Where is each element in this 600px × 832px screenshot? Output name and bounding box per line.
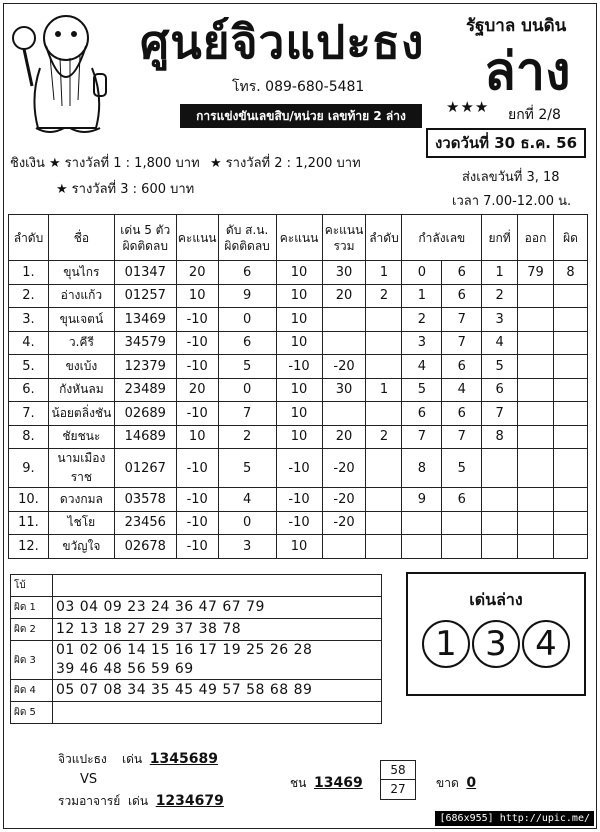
prize-2: รางวัลที่ 2 : 1,200 บาท	[225, 156, 361, 171]
team1-number: 1345689	[149, 751, 218, 767]
cell-d1: 5	[402, 378, 442, 402]
wrong-digits	[53, 702, 382, 724]
fraction-bottom: 27	[390, 782, 406, 796]
table-row	[9, 378, 588, 402]
cell-cut: 0	[218, 511, 276, 535]
cell-wrong	[553, 308, 587, 332]
lucky-number: 3	[472, 620, 520, 668]
table-row	[9, 535, 588, 559]
wrong-digits: 01 02 06 14 15 16 17 19 25 26 28 39 46 48 56 59 69	[53, 641, 382, 680]
cell-score2: 10	[276, 308, 322, 332]
cell-d2: 4	[442, 378, 482, 402]
cell-rank: 1	[366, 378, 402, 402]
cell-score: -10	[176, 402, 218, 426]
cell-name: อ่างแก้ว	[48, 284, 114, 308]
cell-score: 10	[176, 284, 218, 308]
cell-no: 8.	[9, 425, 49, 449]
cell-rank	[366, 449, 402, 488]
gov-title: รัฐบาล บนดิน	[466, 16, 567, 36]
cell-rank	[366, 511, 402, 535]
cell-d1	[402, 535, 442, 559]
table-row	[11, 619, 382, 641]
team2-line	[58, 792, 224, 811]
cell-round: 3	[482, 308, 518, 332]
cell-wrong	[553, 402, 587, 426]
col-header: ดับ ส.น. ผิดติดลบ	[218, 215, 276, 261]
col-header: ชื่อ	[48, 215, 114, 261]
cell-score: 20	[176, 378, 218, 402]
cell-score: -10	[176, 535, 218, 559]
cell-score2: -10	[276, 449, 322, 488]
cell-no: 10.	[9, 488, 49, 512]
cell-five: 01267	[114, 449, 176, 488]
cell-round	[482, 488, 518, 512]
cell-cut: 3	[218, 535, 276, 559]
cell-round: 1	[482, 261, 518, 285]
miss-label: ขาด	[436, 776, 459, 790]
cell-round	[482, 511, 518, 535]
cell-score2: 10	[276, 425, 322, 449]
col-header: ผิด	[553, 215, 587, 261]
cell-rank	[366, 535, 402, 559]
cell-out	[518, 378, 554, 402]
draw-date: งวดวันที่ 30 ธ.ค. 56	[426, 128, 586, 158]
cell-score2: 10	[276, 378, 322, 402]
cell-total	[322, 535, 366, 559]
cell-out	[518, 449, 554, 488]
cell-d2: 6	[442, 355, 482, 379]
cell-d1: 4	[402, 355, 442, 379]
col-header: ลำดับ	[366, 215, 402, 261]
cell-d2: 6	[442, 402, 482, 426]
cell-no: 1.	[9, 261, 49, 285]
cell-cut: 0	[218, 308, 276, 332]
cell-cut: 7	[218, 402, 276, 426]
cell-cut: 6	[218, 261, 276, 285]
competition-banner: การแข่งขันเลขสิบ/หน่วย เลขท้าย 2 ล่าง	[180, 104, 422, 128]
cell-name: ขุนไกร	[48, 261, 114, 285]
cell-cut: 5	[218, 449, 276, 488]
prize-line-3	[56, 178, 194, 199]
cell-no: 4.	[9, 331, 49, 355]
cell-total: -20	[322, 449, 366, 488]
table-row	[11, 597, 382, 619]
cell-cut: 5	[218, 355, 276, 379]
col-header: คะแนน รวม	[322, 215, 366, 261]
cell-score: -10	[176, 355, 218, 379]
cell-d1	[402, 511, 442, 535]
lower-title: ล่าง	[484, 42, 571, 102]
cell-five: 23489	[114, 378, 176, 402]
cell-wrong	[553, 284, 587, 308]
cell-rank	[366, 488, 402, 512]
vs-label: VS	[80, 772, 98, 787]
miss-line	[436, 774, 476, 793]
lucky-number: 4	[522, 620, 570, 668]
prize-line-2	[210, 152, 361, 173]
cell-five: 02678	[114, 535, 176, 559]
cell-no: 2.	[9, 284, 49, 308]
win-label: ชน	[290, 776, 307, 790]
cell-d2: 6	[442, 261, 482, 285]
cell-five: 03578	[114, 488, 176, 512]
table-row	[9, 425, 588, 449]
cell-score: -10	[176, 511, 218, 535]
standings-table	[8, 214, 588, 559]
cell-score: -10	[176, 308, 218, 332]
cell-rank: 1	[366, 261, 402, 285]
lucky-title: เด่นล่าง	[469, 590, 523, 609]
cell-round	[482, 535, 518, 559]
table-row	[9, 355, 588, 379]
team2-name: รวมอาจารย์	[58, 794, 121, 808]
cell-total: 20	[322, 425, 366, 449]
table-row	[9, 261, 588, 285]
cell-d1: 7	[402, 425, 442, 449]
table-row	[9, 511, 588, 535]
wrong-label: ผิด 4	[11, 680, 53, 702]
cell-rank	[366, 308, 402, 332]
cell-name: ไชโย	[48, 511, 114, 535]
cell-five: 14689	[114, 425, 176, 449]
miss-number: 0	[466, 775, 477, 791]
col-header: เด่น 5 ตัว ผิดติดลบ	[114, 215, 176, 261]
cell-name: ขวัญใจ	[48, 535, 114, 559]
cell-score2: 10	[276, 331, 322, 355]
table-row	[9, 284, 588, 308]
table-row	[11, 641, 382, 680]
watermark: [686x955] http://upic.me/	[435, 811, 594, 826]
cell-round: 8	[482, 425, 518, 449]
wrong-digits: 12 13 18 27 29 37 38 78	[53, 619, 382, 641]
cell-cut: 0	[218, 378, 276, 402]
brand-title: ศูนย์จิวแปะธง	[140, 15, 425, 69]
table-row	[9, 449, 588, 488]
win-number: 13469	[314, 775, 363, 791]
cell-total	[322, 331, 366, 355]
table-row	[9, 331, 588, 355]
cell-score2: 10	[276, 535, 322, 559]
cell-wrong	[553, 535, 587, 559]
cell-out	[518, 355, 554, 379]
cell-five: 02689	[114, 402, 176, 426]
table-row	[9, 402, 588, 426]
table-row	[9, 488, 588, 512]
lucky-number: 1	[422, 620, 470, 668]
cell-d2	[442, 511, 482, 535]
cell-rank	[366, 402, 402, 426]
cell-out	[518, 402, 554, 426]
wrong-digits: 03 04 09 23 24 36 47 67 79	[53, 597, 382, 619]
cell-score: 10	[176, 425, 218, 449]
cell-wrong	[553, 449, 587, 488]
lead-label: เด่น	[127, 794, 149, 808]
cell-rank	[366, 331, 402, 355]
prize-line-1	[10, 152, 200, 173]
cell-five: 13469	[114, 308, 176, 332]
cell-total: -20	[322, 355, 366, 379]
cell-name: ขงเบ้ง	[48, 355, 114, 379]
star-icon: ★	[210, 156, 222, 171]
cell-d1: 0	[402, 261, 442, 285]
cell-round: 4	[482, 331, 518, 355]
send-day: ส่งเลขวันที่ 3, 18	[462, 170, 560, 185]
cell-five: 23456	[114, 511, 176, 535]
cell-cut: 4	[218, 488, 276, 512]
cell-score: -10	[176, 331, 218, 355]
win-line	[290, 774, 363, 793]
cell-wrong	[553, 378, 587, 402]
team1-name: จิวแปะธง	[58, 752, 107, 766]
table-header-row	[9, 215, 588, 261]
col-header: ลำดับ	[9, 215, 49, 261]
cell-d2: 6	[442, 284, 482, 308]
wrong-label: ผิด 5	[11, 702, 53, 724]
cell-total	[322, 402, 366, 426]
round-label: ยกที่ 2/8	[508, 107, 561, 123]
table-row	[11, 702, 382, 724]
cell-wrong	[553, 331, 587, 355]
cell-d1: 9	[402, 488, 442, 512]
cell-d1: 1	[402, 284, 442, 308]
stars-decoration: ★★★	[446, 98, 490, 116]
cell-d2: 7	[442, 331, 482, 355]
cell-out	[518, 284, 554, 308]
prize-1: รางวัลที่ 1 : 1,800 บาท	[64, 156, 200, 171]
table-row	[11, 680, 382, 702]
cell-name: ดวงกมล	[48, 488, 114, 512]
cell-no: 5.	[9, 355, 49, 379]
cell-d1: 6	[402, 402, 442, 426]
cell-cut: 9	[218, 284, 276, 308]
cell-total: -20	[322, 488, 366, 512]
cell-score2: -10	[276, 355, 322, 379]
cell-rank	[366, 355, 402, 379]
cell-five: 01257	[114, 284, 176, 308]
cell-five: 12379	[114, 355, 176, 379]
cell-score2: -10	[276, 488, 322, 512]
cell-total: 30	[322, 378, 366, 402]
cell-d2: 5	[442, 449, 482, 488]
star-icon: ★	[49, 156, 61, 171]
table-row	[9, 308, 588, 332]
lead-label: เด่น	[122, 752, 143, 766]
wrong-label: ผิด 1	[11, 597, 53, 619]
cell-out: 79	[518, 261, 554, 285]
cell-wrong	[553, 488, 587, 512]
col-header: คะแนน	[276, 215, 322, 261]
cell-no: 6.	[9, 378, 49, 402]
fraction-top: 58	[381, 761, 415, 780]
cell-total: -20	[322, 511, 366, 535]
cell-score2: 10	[276, 284, 322, 308]
cell-wrong	[553, 425, 587, 449]
cell-name: ว.คีรี	[48, 331, 114, 355]
cell-d1: 3	[402, 331, 442, 355]
phone-number: โทร. 089-680-5481	[232, 79, 365, 95]
cell-cut: 6	[218, 331, 276, 355]
cell-no: 7.	[9, 402, 49, 426]
cell-total: 20	[322, 284, 366, 308]
cell-wrong	[553, 511, 587, 535]
col-header: ออก	[518, 215, 554, 261]
prize-title: ชิงเงิน	[10, 156, 45, 171]
star-icon: ★	[56, 182, 68, 197]
cell-no: 11.	[9, 511, 49, 535]
cell-score: -10	[176, 449, 218, 488]
cell-rank: 2	[366, 284, 402, 308]
score-fraction	[380, 760, 416, 800]
cell-d2	[442, 535, 482, 559]
cell-out	[518, 331, 554, 355]
cell-total	[322, 308, 366, 332]
prize-3: รางวัลที่ 3 : 600 บาท	[71, 182, 195, 197]
cell-d1: 2	[402, 308, 442, 332]
cell-total: 30	[322, 261, 366, 285]
cell-cut: 2	[218, 425, 276, 449]
cell-d2: 7	[442, 308, 482, 332]
cell-five: 01347	[114, 261, 176, 285]
cell-score: 20	[176, 261, 218, 285]
cell-round: 6	[482, 378, 518, 402]
digits-header: โบ้	[11, 575, 53, 597]
cell-round: 5	[482, 355, 518, 379]
cell-d2: 7	[442, 425, 482, 449]
cell-round: 2	[482, 284, 518, 308]
wrong-label: ผิด 2	[11, 619, 53, 641]
wrong-label: ผิด 3	[11, 641, 53, 680]
cell-d1: 8	[402, 449, 442, 488]
team1-line	[58, 750, 218, 769]
col-header: ยกที่	[482, 215, 518, 261]
cell-score2: -10	[276, 511, 322, 535]
cell-out	[518, 535, 554, 559]
col-header: คะแนน	[176, 215, 218, 261]
col-header: กำลังเลข	[402, 215, 482, 261]
mascot-illustration	[10, 8, 118, 136]
cell-d2: 6	[442, 488, 482, 512]
cell-name: ขุนเจตน์	[48, 308, 114, 332]
wrong-digits: 05 07 08 34 35 45 49 57 58 68 89	[53, 680, 382, 702]
wrong-digits-table	[10, 574, 382, 724]
send-time: เวลา 7.00-12.00 น.	[452, 194, 572, 209]
cell-name: กังหันลม	[48, 378, 114, 402]
cell-round: 7	[482, 402, 518, 426]
cell-name: น้อยตลิ่งชัน	[48, 402, 114, 426]
cell-no: 9.	[9, 449, 49, 488]
cell-out	[518, 425, 554, 449]
cell-five: 34579	[114, 331, 176, 355]
cell-name: ชัยชนะ	[48, 425, 114, 449]
table-row	[11, 575, 382, 597]
cell-wrong	[553, 355, 587, 379]
cell-score2: 10	[276, 261, 322, 285]
cell-wrong: 8	[553, 261, 587, 285]
cell-out	[518, 488, 554, 512]
cell-out	[518, 308, 554, 332]
cell-no: 3.	[9, 308, 49, 332]
cell-score: -10	[176, 488, 218, 512]
cell-round	[482, 449, 518, 488]
cell-name: นามเมืองราช	[48, 449, 114, 488]
team2-number: 1234679	[155, 793, 224, 809]
cell-rank: 2	[366, 425, 402, 449]
cell-no: 12.	[9, 535, 49, 559]
lucky-numbers-box	[406, 572, 586, 696]
cell-out	[518, 511, 554, 535]
cell-score2: 10	[276, 402, 322, 426]
